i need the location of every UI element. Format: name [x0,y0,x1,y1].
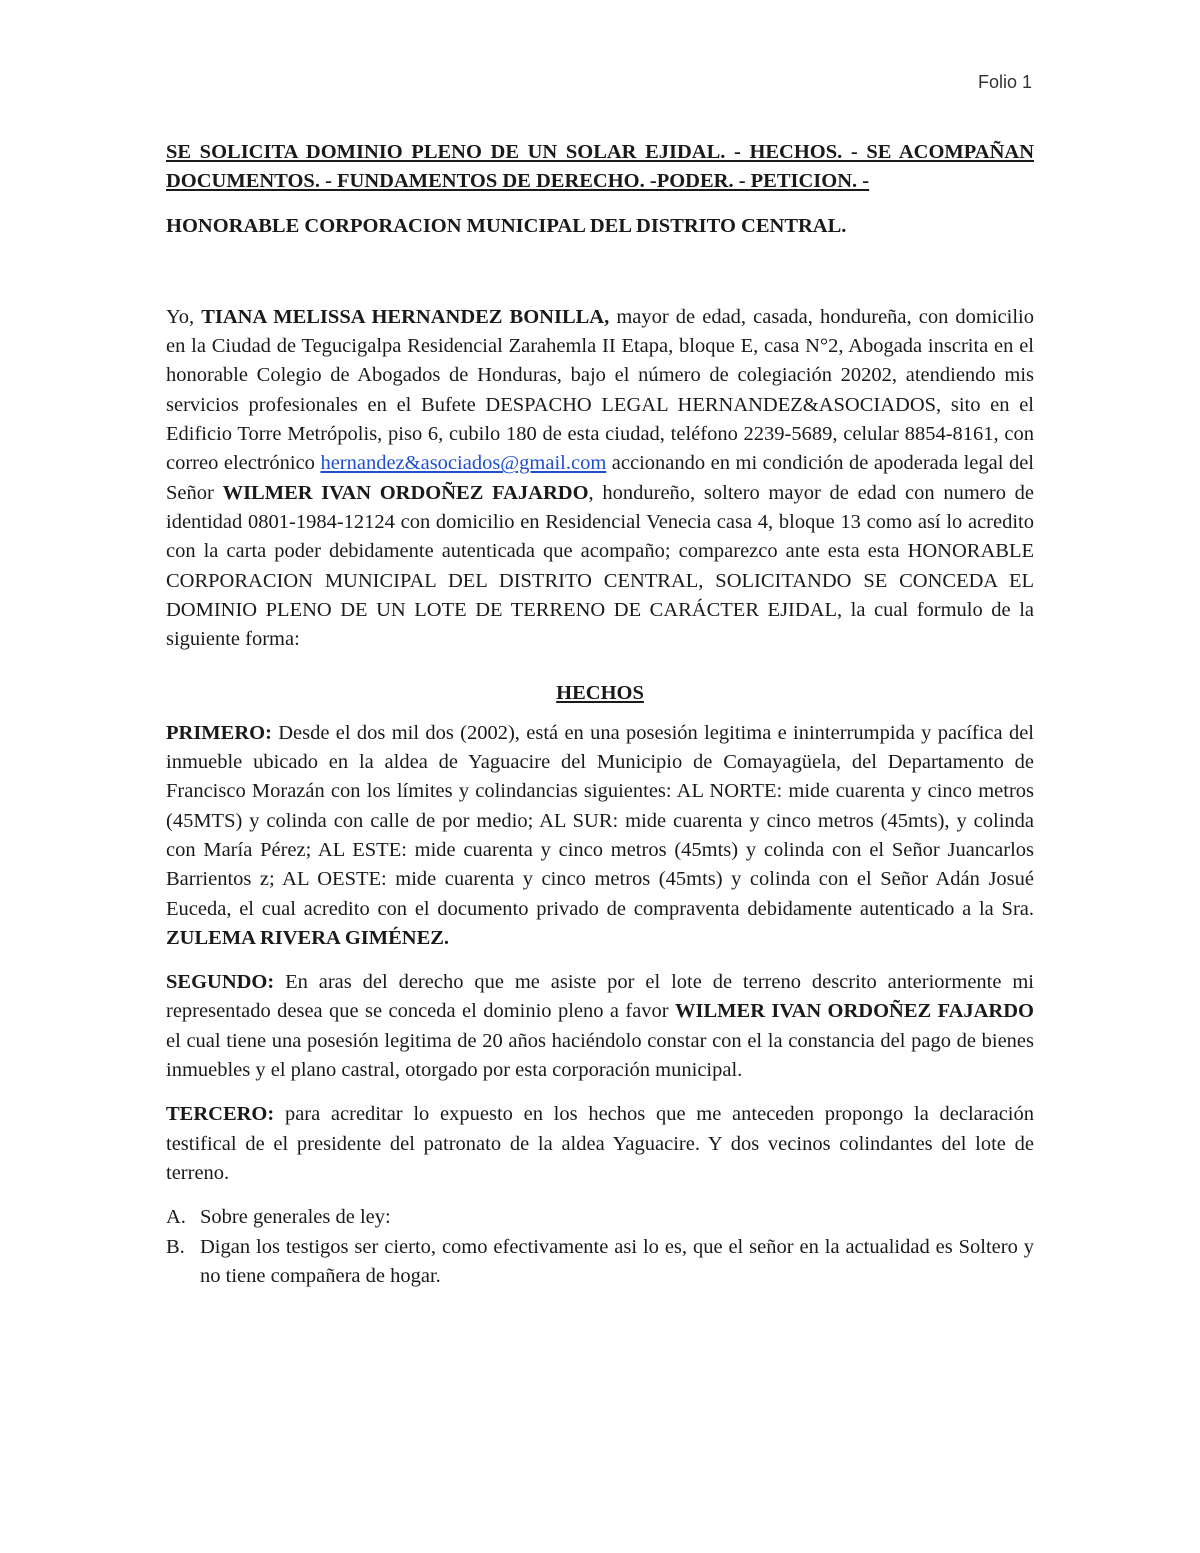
list-item-text: Digan los testigos ser cierto, como efectivamente asi lo es, que el señor en la actualidad es Soltero y no tiene compañera de hogar. [200,1235,1034,1287]
intro-text-1: Yo, [166,305,202,328]
addressee: HONORABLE CORPORACION MUNICIPAL DEL DISTRITO CENTRAL. [166,214,847,237]
section-heading-hechos: HECHOS [556,682,644,705]
client-name: WILMER IVAN ORDOÑEZ FAJARDO [222,481,589,504]
list-item [166,1203,1034,1232]
paragraph-tercero [166,1100,1034,1188]
list-marker: B. [166,1235,185,1258]
intro-text-2: mayor de edad, casada, hondureña, con domicilio en la Ciudad de Tegucigalpa Residencial Zarahemla II Etapa, bloque E, casa N°2, Abogada inscrita en el honorable Colegio de Abogados de Honduras, bajo el número de colegiación 20202, atendiendo mis servicios profesionales en el Bufete DESPACHO LEGAL HERNANDEZ&ASOCIADOS, sito en el Edificio Torre Metrópolis, piso 6, cubilo 180 de esta ciudad, teléfono 2239-5689, celular 8854-8161, con correo electrónico [166,305,1034,475]
folio-number: Folio 1 [977,72,1032,92]
tercero-label: TERCERO: [166,1103,275,1126]
paragraph-primero [166,719,1034,953]
document-subject: SE SOLICITA DOMINIO PLENO DE UN SOLAR EJIDAL. - HECHOS. - SE ACOMPAÑAN DOCUMENTOS. - FUNDAMENTOS DE DERECHO. -PODER. - PETICION. - [166,141,1034,193]
paragraph-segundo [166,968,1034,1085]
client-name: WILMER IVAN ORDOÑEZ FAJARDO [675,1000,1034,1023]
segundo-label: SEGUNDO: [166,971,275,994]
attorney-name: TIANA MELISSA HERNANDEZ BONILLA, [201,305,610,328]
intro-text-4: , hondureño, soltero mayor de edad con numero de identidad 0801-1984-12124 con domicilio en Residencial Venecia casa 4, bloque 13 como así lo acredito con la carta poder debidamente autenticada que acompaño; comparezco ante esta esta HONORABLE CORPORACION MUNICIPAL DEL DISTRITO CENTRAL, SOLICITANDO SE CONCEDA EL DOMINIO PLENO DE UN LOTE DE TERRENO DE CARÁCTER EJIDAL, la cual formulo de la siguiente forma: [166,481,1035,651]
primero-text: Desde el dos mil dos (2002), está en una posesión legitima e ininterrumpida y pacífica del inmueble ubicado en la aldea de Yaguacire del Municipio de Comayagüela, del Departamento de Francisco Morazán con los límites y colindancias siguientes: AL NORTE: mide cuarenta y cinco metros (45MTS) y colinda con calle de por medio; AL SUR: mide cuarenta y cinco metros (45mts), y colinda con María Pérez; AL ESTE: mide cuarenta y cinco metros (45mts) y colinda con el Señor Juancarlos Barrientos z; AL OESTE: mide cuarenta y cinco metros (45mts) y colinda con el Señor Adán Josué Euceda, el cual acredito con el documento privado de compraventa debidamente autenticado a la Sra. [166,721,1034,920]
seller-name: ZULEMA RIVERA GIMÉNEZ. [166,926,450,949]
email-link[interactable]: hernandez&asociados@gmail.com [320,452,607,475]
segundo-text-1: En aras del derecho que me asiste por el lote de terreno descrito anteriormente mi representado desea que se conceda el dominio pleno a favor [166,971,1034,1023]
segundo-text-2: el cual tiene una posesión legitima de 20 años haciéndolo constar con el la constancia del pago de bienes inmuebles y el plano castral, otorgado por esta corporación municipal. [166,1029,1034,1082]
list-item [166,1233,1034,1292]
document-body [166,138,1034,1291]
intro-text-3: accionando en mi condición de apoderada legal del Señor [166,452,1034,504]
list-item-text: Sobre generales de ley: [200,1206,391,1229]
list-marker: A. [166,1206,186,1229]
intro-paragraph [166,303,1034,655]
witness-questions-list [166,1203,1034,1291]
tercero-text: para acreditar lo expuesto en los hechos que me anteceden propongo la declaración testifical de el presidente del patronato de la aldea Yaguacire. Y dos vecinos colindantes del lote de terreno. [166,1103,1034,1184]
primero-label: PRIMERO: [166,721,272,744]
